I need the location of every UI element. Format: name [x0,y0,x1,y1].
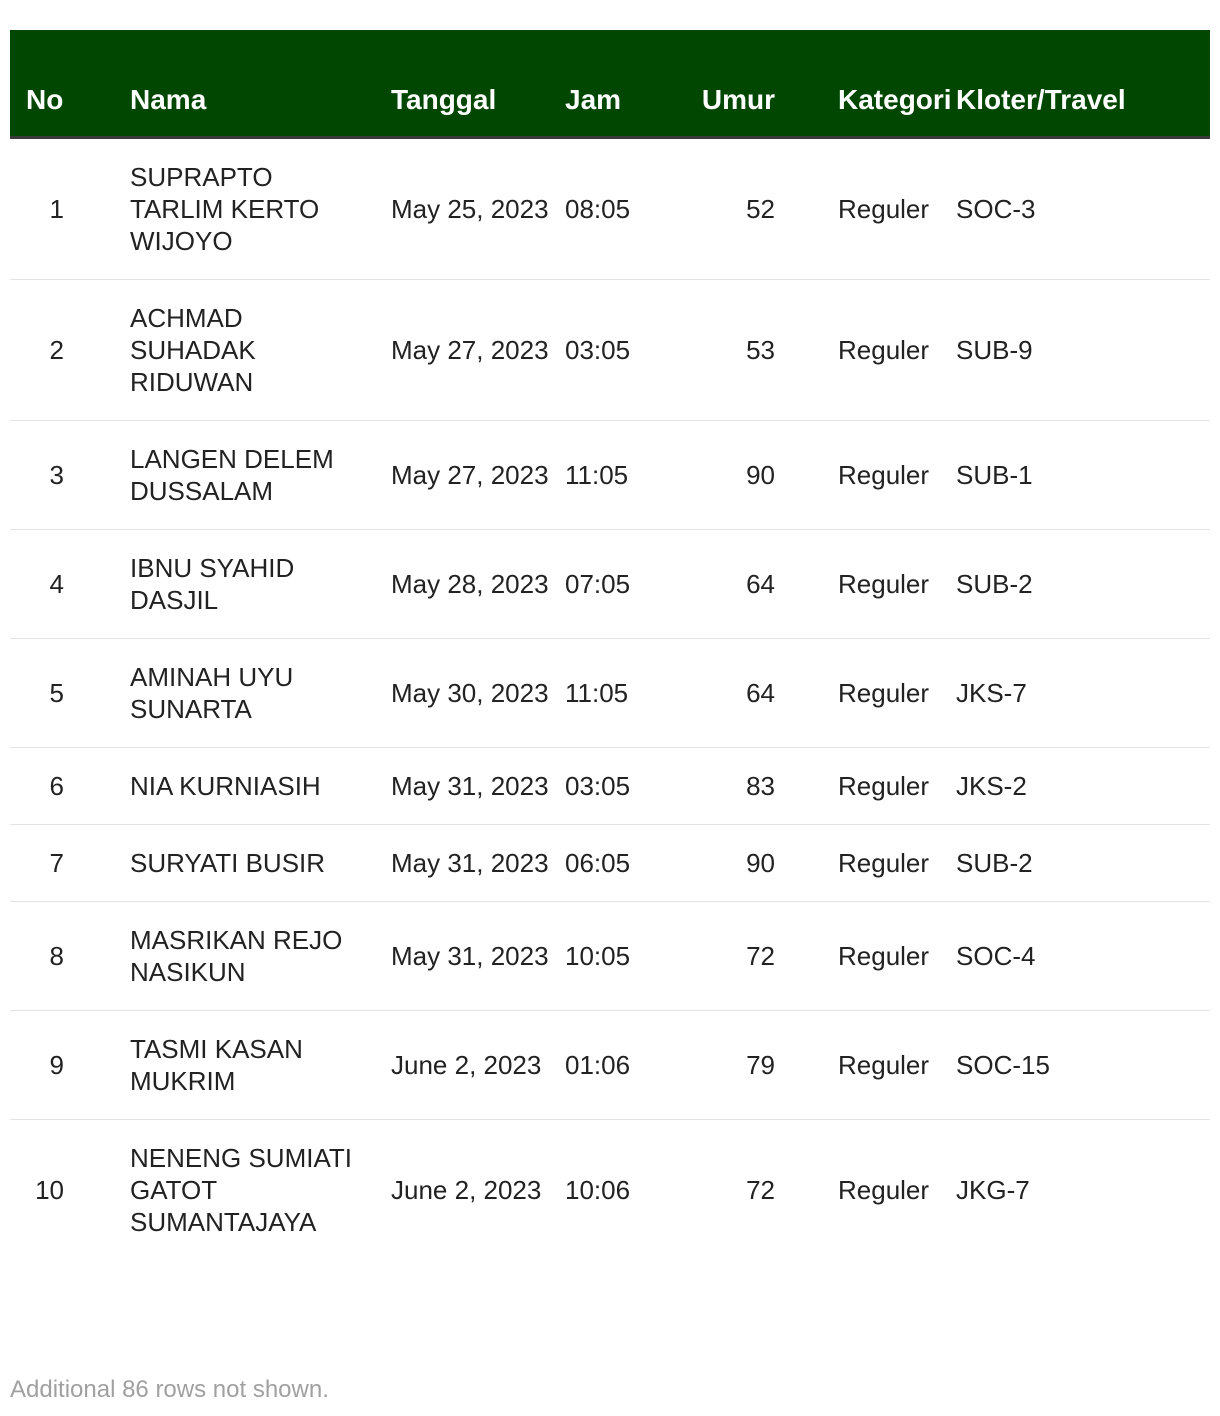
cell-umur: 72 [665,901,775,1010]
table-row [10,901,1210,1010]
cell-jam: 03:05 [565,747,665,824]
cell-tanggal: June 2, 2023 [391,1174,542,1205]
table-row [10,824,1210,901]
cell-jam: 11:05 [565,420,665,529]
cell-umur: 90 [665,824,775,901]
cell-kategori: Reguler [775,420,956,529]
cell-tanggal: May 31, 2023 [391,824,565,901]
cell-kategori: Reguler [775,529,956,638]
cell-kategori: Reguler [775,824,956,901]
cell-jam: 08:05 [565,137,665,279]
cell-jam: 03:05 [565,279,665,420]
cell-jam: 11:05 [565,638,665,747]
cell-kategori: Reguler [775,747,956,824]
cell-nama: NIA KURNIASIH [130,747,391,824]
cell-tanggal: May 31, 2023 [391,901,565,1010]
table-row [10,137,1210,279]
cell-umur: 79 [665,1010,775,1119]
cell-umur: 64 [665,529,775,638]
cell-umur: 64 [665,638,775,747]
cell-umur: 52 [665,137,775,279]
cell-no: 2 [10,279,130,420]
cell-jam: 07:05 [565,529,665,638]
cell-umur: 53 [665,279,775,420]
cell-kloter: SUB-1 [956,420,1210,529]
column-header-kategori[interactable]: Kategori [838,83,952,115]
cell-kloter: SUB-2 [956,529,1210,638]
cell-kategori: Reguler [775,1010,956,1119]
cell-no: 3 [10,420,130,529]
table-body [10,137,1210,1260]
cell-nama: SURYATI BUSIR [130,824,391,901]
column-header-jam[interactable]: Jam [565,83,622,115]
cell-kategori: Reguler [838,1174,930,1205]
table-row [10,279,1210,420]
cell-no: 8 [10,901,130,1010]
cell-nama: ACHMAD SUHADAK RIDUWAN [130,279,391,420]
cell-tanggal: May 27, 2023 [391,279,565,420]
table-header [10,30,1210,137]
column-header-kloter[interactable]: Kloter/Travel [956,83,1126,115]
cell-no: 5 [10,638,130,747]
cell-jam: 06:05 [565,824,665,901]
cell-umur: 72 [746,1174,775,1205]
cell-kloter: SOC-4 [956,901,1210,1010]
cell-nama: SUPRAPTO TARLIM KERTO WIJOYO [130,137,391,279]
cell-kategori: Reguler [775,279,956,420]
cell-jam: 10:06 [565,1174,631,1205]
cell-nama: IBNU SYAHID DASJIL [130,529,391,638]
cell-jam: 10:05 [565,901,665,1010]
cell-jam: 01:06 [565,1010,665,1119]
cell-no: 6 [10,747,130,824]
cell-kloter: SUB-9 [956,279,1210,420]
cell-nama: MASRIKAN REJO NASIKUN [130,901,391,1010]
data-table [10,30,1210,1260]
cell-tanggal: May 30, 2023 [391,638,565,747]
cell-tanggal: May 27, 2023 [391,420,565,529]
cell-nama: TASMI KASAN MUKRIM [130,1010,391,1119]
cell-no: 1 [10,137,130,279]
column-header-umur[interactable]: Umur [701,83,775,115]
cell-kloter: JKG-7 [956,1174,1030,1205]
table-header-row [10,30,1210,137]
cell-kloter: JKS-2 [956,747,1210,824]
cell-umur: 83 [665,747,775,824]
cell-kloter: SOC-3 [956,137,1210,279]
table-row [10,747,1210,824]
cell-kategori: Reguler [775,137,956,279]
cell-nama: NENENG SUMIATI GATOT SUMANTAJAYA [130,1142,352,1237]
cell-kategori: Reguler [775,901,956,1010]
cell-umur: 90 [665,420,775,529]
data-table-container [10,30,1210,1260]
table-row [10,1119,1210,1260]
table-row [10,638,1210,747]
cell-no: 10 [35,1174,64,1205]
cell-kategori: Reguler [775,638,956,747]
cell-no: 4 [10,529,130,638]
table-row [10,420,1210,529]
cell-no: 9 [10,1010,130,1119]
cell-kloter: JKS-7 [956,638,1210,747]
rows-not-shown-note: Additional 86 rows not shown. [10,1376,329,1403]
cell-tanggal: May 25, 2023 [391,137,565,279]
column-header-tanggal[interactable]: Tanggal [391,83,497,115]
cell-tanggal: May 31, 2023 [391,747,565,824]
cell-kloter: SOC-15 [956,1010,1210,1119]
cell-nama: AMINAH UYU SUNARTA [130,638,391,747]
cell-kloter: SUB-2 [956,824,1210,901]
cell-tanggal: May 28, 2023 [391,529,565,638]
cell-no: 7 [10,824,130,901]
column-header-nama[interactable]: Nama [130,83,207,115]
table-row [10,529,1210,638]
table-row [10,1010,1210,1119]
cell-tanggal: June 2, 2023 [391,1010,565,1119]
column-header-no[interactable]: No [26,83,64,115]
cell-nama: LANGEN DELEM DUSSALAM [130,420,391,529]
